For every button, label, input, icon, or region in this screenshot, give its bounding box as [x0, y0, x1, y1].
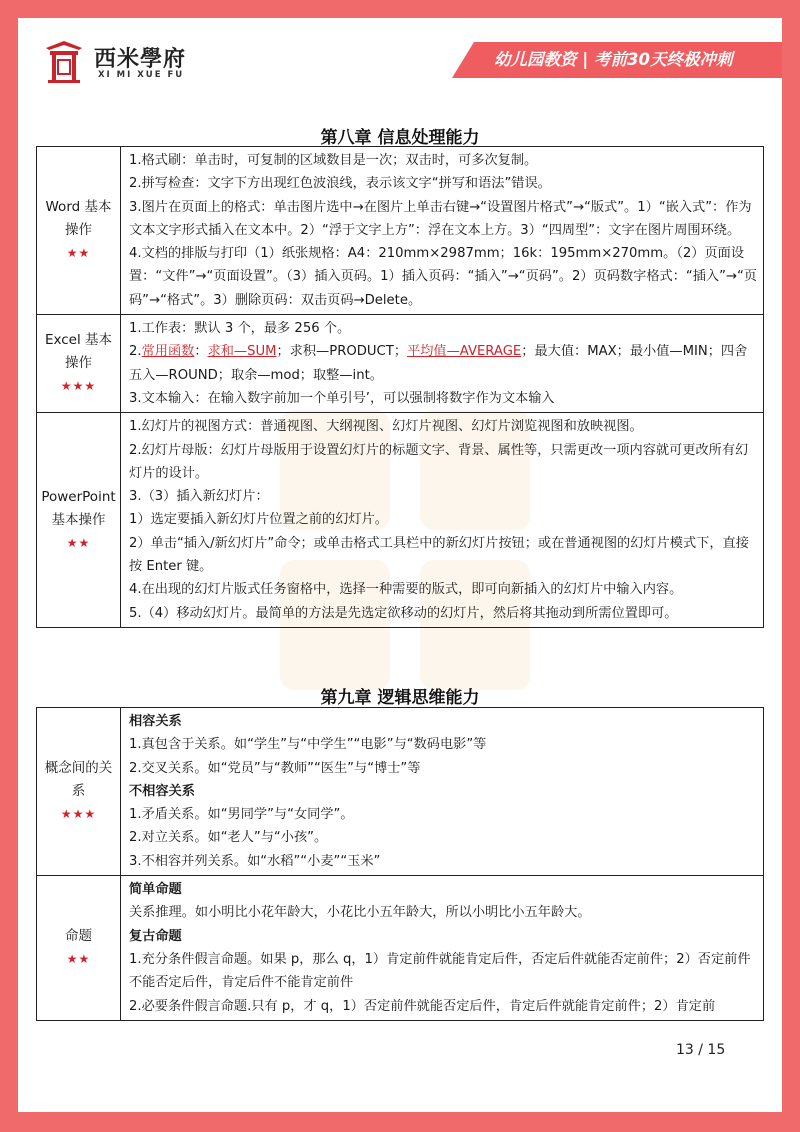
line-text: ；最大值：MAX；最小值—MIN；四舍五入—ROUND；取余—mod；取整—int。: [129, 344, 748, 383]
highlight-functions: 常用函数: [141, 344, 195, 360]
content-line: 4.在出现的幻灯片版式任务窗格中，选择一种需要的版式，即可向新插入的幻灯片中输入内容。: [129, 582, 683, 598]
frame-right: [782, 0, 800, 1132]
content-line: 3.（3）插入新幻灯片：: [129, 489, 269, 505]
importance-stars: ★★★: [60, 807, 97, 822]
row-content: [121, 708, 764, 876]
page-number: 13 / 15: [676, 1042, 726, 1058]
subheading: 简单命题: [129, 882, 182, 898]
frame-bottom: [0, 1112, 800, 1132]
line-text: ：: [194, 344, 208, 360]
chapter-8-table: [36, 146, 764, 628]
importance-stars: ★★: [66, 535, 91, 550]
row-content: [121, 147, 764, 315]
logo-english-text: XI MI XUE FU: [98, 70, 185, 80]
content-line: 1.真包含于关系。如“学生”与“中学生”“电影”与“数码电影”等: [129, 737, 487, 753]
highlight-sum: 求和—SUM: [207, 344, 277, 360]
row-label: PowerPoint 基本操作: [41, 488, 116, 528]
content-line: 1.幻灯片的视图方式：普通视图、大纲视图、幻灯片视图、幻灯片浏览视图和放映视图。: [129, 419, 643, 435]
content-line: 关系推理。如小明比小花年龄大，小花比小五年龄大，所以小明比小五年龄大。: [129, 905, 591, 921]
header-banner: [452, 42, 782, 78]
row-label-cell: [37, 315, 121, 413]
logo-chinese-text: 西米學府: [94, 46, 187, 72]
content-line: 3.不相容并列关系。如“水稻”“小麦”“玉米”: [129, 853, 381, 869]
row-content: [121, 315, 764, 413]
content-line: 2.幻灯片母版：幻灯片母版用于设置幻灯片的标题文字、背景、属性等，只需更改一项内容就可更改所有幻灯片的设计。: [129, 442, 749, 481]
row-label-cell: [37, 876, 121, 1021]
row-label: Excel 基本操作: [44, 332, 113, 372]
subheading: 复古命题: [129, 928, 182, 944]
importance-stars: ★★★: [60, 379, 97, 394]
content-line: 1.充分条件假言命题。如果 p，那么 q，1）肯定前件就能肯定后件，否定后件就能否定前件；2）否定前件不能否定后件，肯定后件不能肯定前件: [129, 951, 751, 991]
row-content: [121, 413, 764, 628]
content-line: 1）选定要插入新幻灯片位置之前的幻灯片。: [129, 512, 388, 528]
frame-top: [0, 0, 800, 18]
gate-logo-icon: [44, 40, 84, 84]
content-line: 1.矛盾关系。如“男同学”与“女同学”。: [129, 807, 354, 823]
line-text: ；求积—PRODUCT；: [276, 344, 408, 360]
content-line: 2.必要条件假言命题.只有 p，才 q，1）否定前件就能否定后件，肯定后件就能肯定前件；2）肯定前: [129, 998, 716, 1014]
content-line: [129, 340, 757, 387]
chapter-8-title: 第八章 信息处理能力: [320, 128, 480, 148]
content-line: 5.（4）移动幻灯片。最简单的方法是先选定欲移动的幻灯片，然后将其拖动到所需位置即可。: [129, 605, 678, 621]
frame-left: [0, 0, 18, 1132]
content-line: 2.交叉关系。如“党员”与“教师”“医生”与“博士”等: [129, 760, 421, 776]
line-prefix: 2.: [129, 344, 142, 360]
table-row: [37, 708, 764, 876]
brand-logo: [44, 40, 194, 86]
content-line: 3.图片在页面上的格式：单击图片选中→在图片上单击右键→“设置图片格式”→“版式”。1）“嵌入式”：作为文本文字形式插入在文本中。2）“浮于文字上方”：浮在文本上方。3）“四周型”：文字在图片周围环绕。: [129, 199, 752, 238]
banner-notch: [452, 42, 474, 78]
importance-stars: ★★: [66, 951, 91, 966]
content-line: 2.对立关系。如“老人”与“小孩”。: [129, 830, 328, 846]
table-row: [37, 147, 764, 315]
content-line: 4.文档的排版与打印（1）纸张规格：A4：210mm×2987mm；16k：195mm×270mm。（2）页面设置：“文件”→“页面设置”。（3）插入页码。1）插入页码：“插入”→“页码”。2）页码数字格式：“插入”→“页码”→“格式”。3）删除页码：双击页码→Delete。: [129, 246, 757, 308]
content-line: 1.工作表：默认 3 个，最多 256 个。: [129, 321, 351, 337]
subheading: 不相容关系: [129, 783, 195, 799]
importance-stars: ★★: [66, 246, 91, 261]
content-line: 2.拼写检查：文字下方出现红色波浪线，表示该文字“拼写和语法”错误。: [129, 176, 551, 192]
content-line: 2）单击“插入/新幻灯片”命令；或单击格式工具栏中的新幻灯片按钮；或在普通视图的幻灯片模式下，直接按 Enter 键。: [129, 535, 749, 575]
row-label-cell: [37, 147, 121, 315]
row-label-cell: [37, 413, 121, 628]
table-row: [37, 315, 764, 413]
row-label: 命题: [65, 927, 92, 944]
row-label: Word 基本操作: [45, 199, 112, 239]
row-label: 概念间的关系: [44, 760, 113, 800]
chapter-9-title: 第九章 逻辑思维能力: [320, 688, 480, 708]
content-line: 3.文本输入：在输入数字前加一个单引号’，可以强制将数字作为文本输入: [129, 390, 555, 406]
highlight-average: 平均值—AVERAGE: [407, 344, 522, 360]
content-line: 1.格式刷：单击时，可复制的区域数目是一次；双击时，可多次复制。: [129, 153, 538, 168]
table-row: [37, 413, 764, 628]
row-content: [121, 876, 764, 1021]
chapter-9-table: [36, 707, 764, 1021]
table-row: [37, 876, 764, 1021]
banner-text: 幼儿园教资 | 考前30天终极冲刺: [494, 50, 733, 69]
subheading: 相容关系: [129, 714, 182, 729]
row-label-cell: [37, 708, 121, 876]
